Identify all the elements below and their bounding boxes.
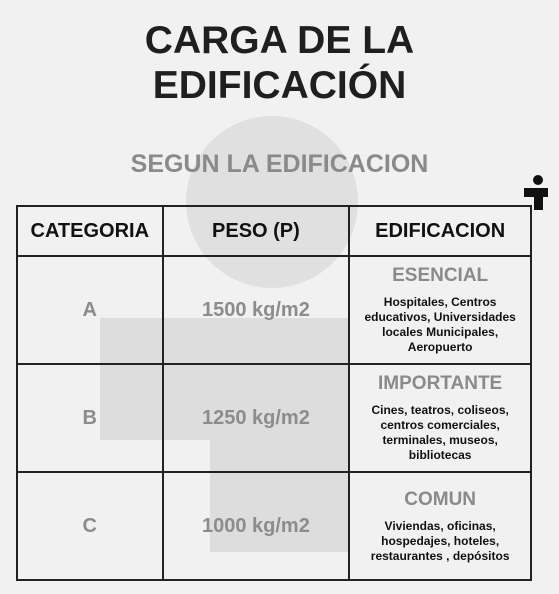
title-line-1: CARGA DE LA bbox=[144, 19, 415, 62]
edificacion-description: Viviendas, oficinas, hospedajes, hoteles, restaurantes , depósitos bbox=[370, 518, 510, 563]
page-title bbox=[0, 18, 559, 108]
row-peso: 1000 kg/m2 bbox=[163, 472, 350, 580]
table-row bbox=[17, 472, 531, 580]
table-header-row bbox=[17, 206, 531, 256]
row-edificacion bbox=[349, 472, 531, 580]
row-categoria: A bbox=[17, 256, 163, 364]
table-row bbox=[17, 364, 531, 472]
table-row bbox=[17, 256, 531, 364]
header-categoria: CATEGORIA bbox=[17, 206, 163, 256]
edificacion-type: IMPORTANTE bbox=[378, 373, 503, 394]
row-peso: 1250 kg/m2 bbox=[163, 364, 350, 472]
subtitle: SEGUN LA EDIFICACION bbox=[130, 150, 429, 178]
edificacion-description: Cines, teatros, coliseos, centros comerciales, terminales, museos, bibliotecas bbox=[371, 403, 509, 462]
load-table bbox=[16, 205, 532, 581]
edificacion-type: COMUN bbox=[404, 488, 477, 510]
title-line-2: EDIFICACIÓN bbox=[152, 64, 407, 107]
row-edificacion bbox=[349, 256, 531, 364]
edificacion-description: Hospitales, Centros educativos, Universidades locales Municipales, Aeropuerto bbox=[364, 295, 516, 354]
header-edificacion: EDIFICACION bbox=[349, 206, 531, 256]
row-edificacion bbox=[349, 364, 531, 472]
row-categoria: C bbox=[17, 472, 163, 580]
edificacion-type: ESENCIAL bbox=[392, 265, 489, 286]
row-categoria: B bbox=[17, 364, 163, 472]
header-peso: PESO (P) bbox=[163, 206, 350, 256]
row-peso: 1500 kg/m2 bbox=[163, 256, 350, 364]
